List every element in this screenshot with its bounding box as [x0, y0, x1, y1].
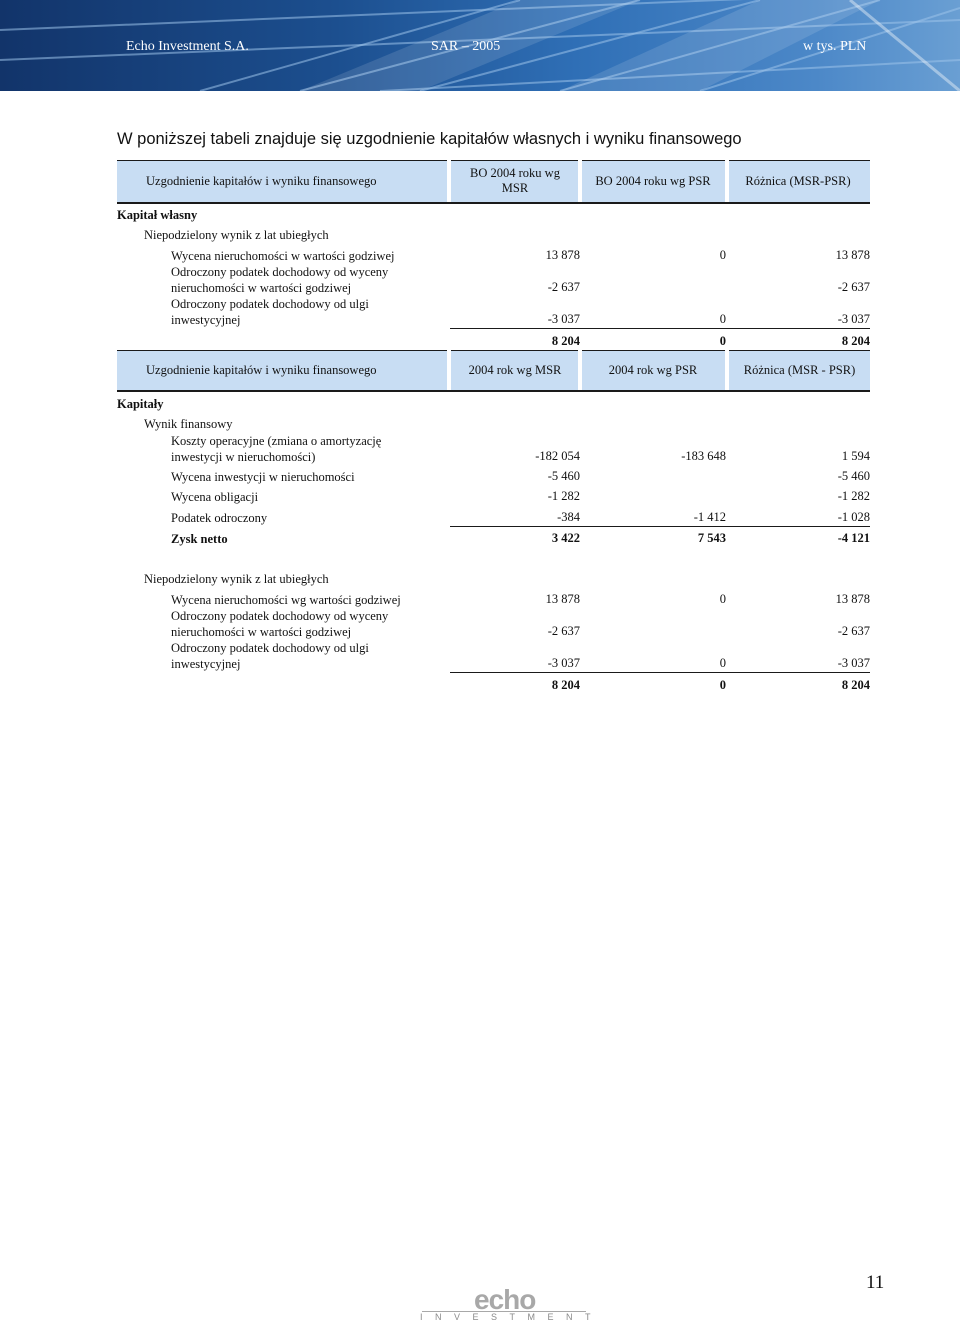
table1-subsection-title: Niepodzielony wynik z lat ubiegłych [144, 228, 329, 242]
table2-row-value: 13 878 [545, 592, 580, 606]
table1-subtotal-line [450, 328, 870, 329]
table2-row-label: Odroczony podatek dochodowy od wyceny [171, 609, 389, 623]
table2-row-value: -1 282 [837, 489, 870, 503]
table2-row-value: -182 054 [535, 449, 580, 463]
table2-row-label: Wycena inwestycji w nieruchomości [171, 470, 355, 484]
table1-row-value: 13 878 [835, 248, 870, 262]
table1-row-value: -3 037 [547, 312, 580, 326]
table1-col2-header: BO 2004 roku wg PSR [595, 174, 711, 188]
table2-total-value: 8 204 [551, 678, 580, 692]
table2-row-value: 1 594 [841, 449, 870, 463]
table2-col3-header: Różnica (MSR - PSR) [743, 363, 856, 377]
table2-row-label: inwestycyjnej [171, 657, 241, 671]
table2-row-label: inwestycji w nieruchomości) [171, 450, 316, 464]
table2-total-value: 8 204 [841, 678, 870, 692]
table1-section-title: Kapitał własny [117, 208, 198, 222]
table2-row-label: nieruchomości w wartości godziwej [171, 625, 352, 639]
table1-total-value: 0 [719, 334, 726, 348]
table2-row-value: -2 637 [837, 624, 870, 638]
table2-col1-header: 2004 rok wg MSR [468, 363, 562, 377]
table2-total-value: 0 [719, 678, 726, 692]
table1-header [117, 160, 870, 204]
table2-row-label: Wycena nieruchomości wg wartości godziwej [171, 593, 401, 607]
header-company: Echo Investment S.A. [126, 39, 249, 54]
header-report: SAR – 2005 [431, 39, 501, 54]
table2-row-label: Koszty operacyjne (zmiana o amortyzację [171, 434, 382, 448]
table1-row-value: -2 637 [837, 280, 870, 294]
table2-row-value: 0 [719, 656, 726, 670]
table2-subsection-title: Wynik finansowy [144, 417, 233, 431]
table2-subtotal-line [450, 526, 870, 527]
table1-total-value: 8 204 [841, 334, 870, 348]
echo-investment-logo [418, 1284, 604, 1322]
table2-subsection-title: Niepodzielony wynik z lat ubiegłych [144, 572, 329, 586]
header-banner [0, 0, 960, 91]
table1-row-label: Odroczony podatek dochodowy od ulgi [171, 297, 369, 311]
net-profit-value: 7 543 [697, 531, 726, 545]
table2-row-value: -2 637 [547, 624, 580, 638]
table1-col1-header-line2: MSR [501, 181, 529, 195]
table2-row-value: -5 460 [547, 469, 580, 483]
table2-row-value: -3 037 [547, 656, 580, 670]
table2-row-value: -183 648 [681, 449, 726, 463]
table2-subtotal-line [450, 672, 870, 673]
net-profit-value: 3 422 [551, 531, 580, 545]
table2-col2-header: 2004 rok wg PSR [608, 363, 698, 377]
table2-row-label: Wycena obligacji [171, 490, 259, 504]
table1-header-label: Uzgodnienie kapitałów i wyniku finansowego [146, 174, 377, 188]
page-number: 11 [866, 1272, 885, 1293]
table1-row-label: Wycena nieruchomości w wartości godziwej [171, 249, 395, 263]
header-unit: w tys. PLN [803, 39, 867, 54]
table2-row-value: -384 [557, 510, 580, 524]
table2-section-title: Kapitały [117, 397, 164, 411]
table2-row-value: -5 460 [837, 469, 870, 483]
table1-col3-header: Różnica (MSR-PSR) [745, 174, 851, 188]
table2-header-label: Uzgodnienie kapitałów i wyniku finansowego [146, 363, 377, 377]
table2-header [117, 350, 870, 392]
table1-row-value: 0 [719, 312, 726, 326]
table2-row-value: -1 282 [547, 489, 580, 503]
table2-row-value: -1 028 [837, 510, 870, 524]
table1-row-label: inwestycyjnej [171, 313, 241, 327]
intro-text: W poniższej tabeli znajduje się uzgodnienie kapitałów własnych i wyniku finansowego [117, 130, 742, 148]
table1-row-value: 0 [719, 248, 726, 262]
table2-row-label: Odroczony podatek dochodowy od ulgi [171, 641, 369, 655]
logo-subtext: INVESTMENT [420, 1312, 604, 1322]
logo-word: echo [474, 1284, 536, 1315]
table2-row-label: Podatek odroczony [171, 511, 268, 525]
table1-total-value: 8 204 [551, 334, 580, 348]
net-profit-value: -4 121 [837, 531, 870, 545]
table1-row-label: nieruchomości w wartości godziwej [171, 281, 352, 295]
table1-row-value: -2 637 [547, 280, 580, 294]
table2-row-value: 13 878 [835, 592, 870, 606]
table1-col1-header-line1: BO 2004 roku wg [470, 166, 560, 180]
table2-row-value: 0 [719, 592, 726, 606]
table2-row-value: -1 412 [693, 510, 726, 524]
table1-row-value: 13 878 [545, 248, 580, 262]
table2-row-value: -3 037 [837, 656, 870, 670]
table1-row-value: -3 037 [837, 312, 870, 326]
table1-row-label: Odroczony podatek dochodowy od wyceny [171, 265, 389, 279]
net-profit-label: Zysk netto [171, 532, 228, 546]
